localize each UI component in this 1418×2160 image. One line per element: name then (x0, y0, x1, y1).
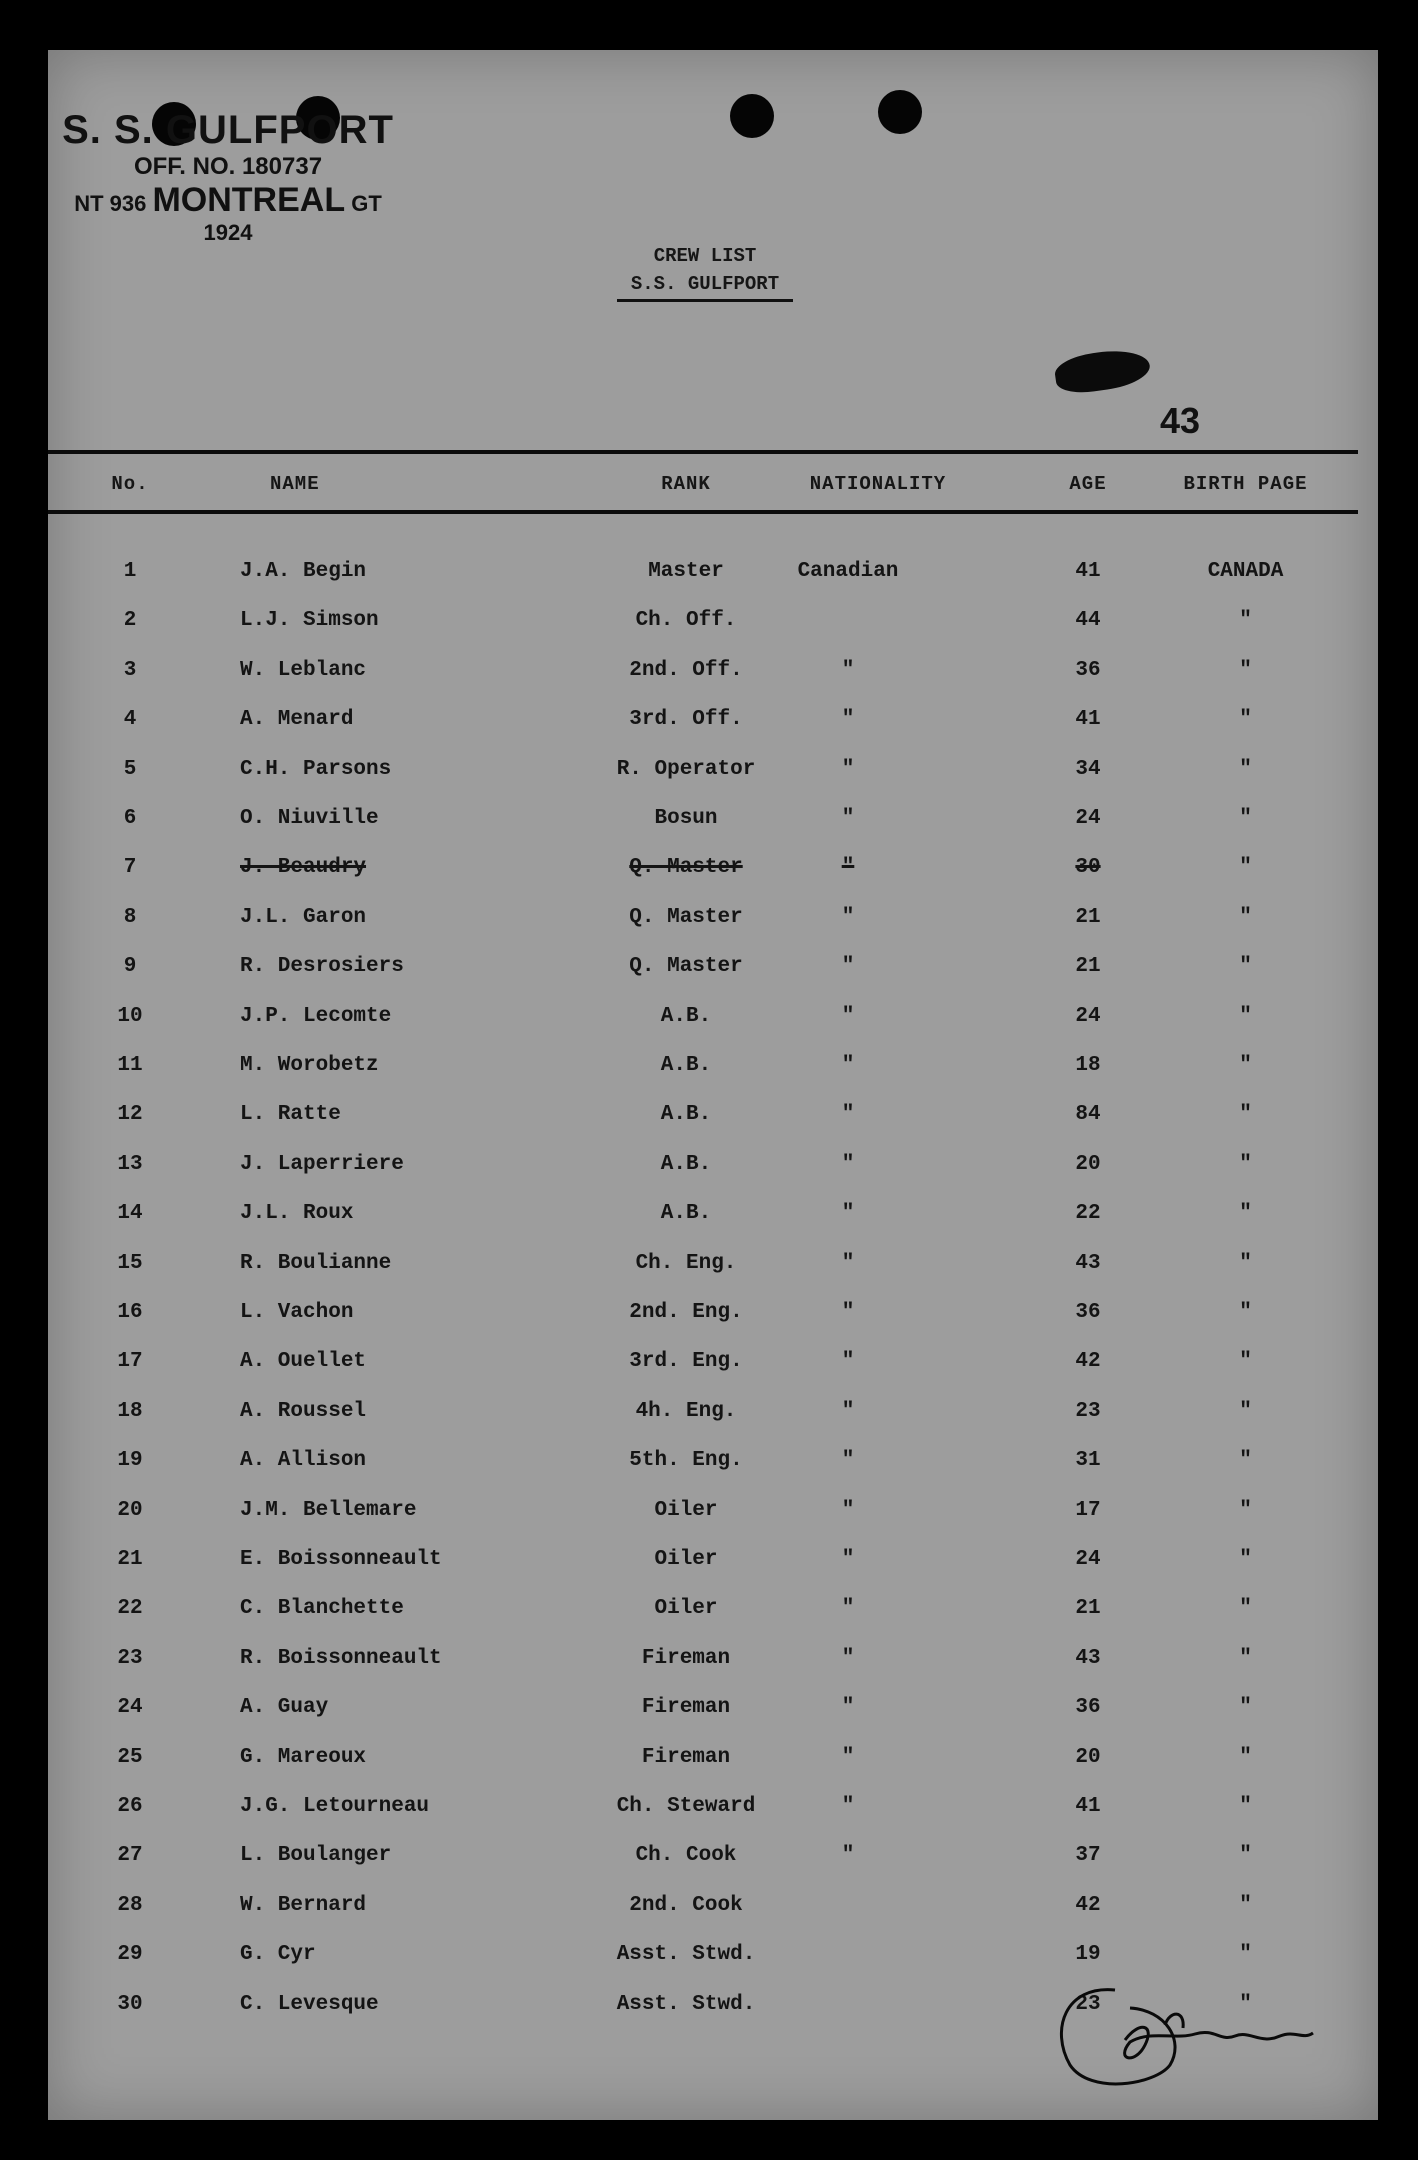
crew-rank: Fireman (641, 1696, 731, 1720)
table-row (48, 1001, 1358, 1035)
table-row (48, 1198, 1358, 1232)
crew-nationality: " (841, 1745, 855, 1769)
crew-rank: Q. Master (629, 955, 743, 979)
table-row (48, 754, 1358, 788)
crew-number: 7 (123, 856, 137, 880)
crew-name: A. Guay (240, 1696, 329, 1720)
table-row (48, 1050, 1358, 1084)
crew-age: 24 (1075, 1548, 1101, 1571)
crew-name: L. Vachon (240, 1301, 354, 1324)
crew-birth-place: " (1239, 1202, 1252, 1226)
table-row (48, 1939, 1358, 1973)
crew-number: 20 (117, 1498, 143, 1522)
crew-number: 28 (117, 1893, 143, 1917)
crew-number: 3 (123, 658, 137, 682)
crew-age: 37 (1075, 1844, 1101, 1868)
crew-rank: Ch. Eng. (635, 1251, 737, 1275)
crew-rank: R. Operator (616, 757, 756, 781)
crew-number: 26 (117, 1795, 143, 1818)
crew-age: 21 (1075, 1597, 1101, 1621)
crew-name: A. Ouellet (240, 1350, 367, 1374)
table-row (48, 1149, 1358, 1183)
crew-rank: Oiler (654, 1597, 718, 1621)
table-row (48, 1742, 1358, 1776)
crew-rank: Asst. Stwd. (616, 1943, 756, 1967)
crew-number: 24 (117, 1696, 143, 1720)
crew-birth-place: " (1239, 807, 1252, 830)
crew-number: 4 (123, 708, 137, 732)
crew-number: 13 (117, 1152, 143, 1176)
document-title: CREW LIST (653, 245, 757, 267)
table-row (48, 1099, 1358, 1133)
header-birth-place: BIRTH PAGE (1183, 473, 1308, 495)
crew-age: 23 (1075, 1992, 1101, 2016)
crew-birth-place: " (1239, 1992, 1252, 2016)
crew-name: M. Worobetz (240, 1054, 379, 1077)
crew-rank: 2nd. Off. (629, 658, 743, 682)
crew-rank: Bosun (654, 807, 718, 830)
crew-age: 20 (1075, 1745, 1101, 1769)
crew-name: E. Boissonneault (240, 1548, 442, 1571)
crew-birth-place: " (1239, 1498, 1252, 1522)
crew-nationality: " (841, 1004, 855, 1028)
table-row (48, 1297, 1358, 1331)
crew-birth-place: " (1239, 905, 1252, 929)
crew-birth-place: " (1239, 757, 1252, 781)
crew-name: O. Niuville (240, 807, 379, 830)
crew-birth-place: " (1239, 1251, 1252, 1275)
crew-nationality: " (841, 1844, 855, 1868)
stamp-official-number: OFF. NO. 180737 (133, 153, 323, 180)
stamp-nt: NT 936 (74, 191, 147, 216)
crew-age: 34 (1075, 757, 1101, 781)
crew-birth-place: " (1239, 1696, 1252, 1720)
page-number: 43 (1160, 400, 1201, 441)
crew-age: 23 (1075, 1399, 1101, 1423)
crew-birth-place: " (1239, 1449, 1252, 1473)
crew-rank: 2nd. Cook (629, 1893, 743, 1917)
crew-number: 12 (117, 1103, 143, 1127)
crew-name: A. Menard (240, 708, 354, 732)
crew-age: 36 (1075, 658, 1101, 682)
crew-number: 15 (117, 1251, 143, 1275)
crew-name: W. Leblanc (240, 658, 367, 682)
crew-nationality: " (841, 1301, 855, 1324)
crew-nationality: " (841, 905, 855, 929)
table-row (48, 1544, 1358, 1578)
crew-age: 42 (1075, 1350, 1101, 1374)
table-row (48, 1495, 1358, 1529)
header-top-rule (48, 450, 1358, 454)
crew-name: J.P. Lecomte (240, 1004, 392, 1028)
crew-number: 17 (117, 1350, 143, 1374)
crew-rank: Fireman (641, 1745, 731, 1769)
table-row (48, 951, 1358, 985)
table-row (48, 1890, 1358, 1924)
crew-birth-place: " (1239, 1795, 1252, 1818)
table-row (48, 655, 1358, 689)
table-row (48, 704, 1358, 738)
table-header (48, 465, 1358, 505)
crew-age: 24 (1075, 1004, 1101, 1028)
crew-number: 22 (117, 1597, 143, 1621)
stamp-port: MONTREAL (152, 181, 346, 219)
crew-birth-place: " (1239, 1399, 1252, 1423)
crew-name: W. Bernard (240, 1893, 367, 1917)
crew-rank: Ch. Off. (635, 609, 737, 633)
crew-nationality: " (841, 1202, 855, 1226)
crew-name: C. Levesque (240, 1992, 379, 2016)
crew-rank: Master (648, 560, 724, 583)
crew-birth-place: " (1239, 1943, 1252, 1967)
crew-age: 41 (1075, 560, 1101, 583)
punch-hole (730, 94, 774, 138)
crew-nationality: " (841, 1399, 855, 1423)
header-nationality: NATIONALITY (809, 473, 947, 495)
table-row (48, 1396, 1358, 1430)
signature (1045, 1970, 1335, 2100)
crew-rank: A.B. (660, 1202, 712, 1226)
crew-name: L.J. Simson (240, 609, 379, 633)
crew-birth-place: " (1239, 1844, 1252, 1868)
ship-stamp (58, 108, 398, 246)
crew-name: A. Roussel (240, 1399, 367, 1423)
crew-age: 24 (1075, 807, 1101, 830)
crew-age: 44 (1075, 609, 1101, 633)
crew-nationality: " (841, 856, 855, 880)
crew-birth-place: " (1239, 955, 1252, 979)
table-row (48, 1791, 1358, 1825)
crew-birth-place: " (1239, 609, 1252, 633)
punch-hole (878, 90, 922, 134)
crew-birth-place: " (1239, 658, 1252, 682)
crew-rank: Oiler (654, 1548, 718, 1571)
crew-birth-place: " (1239, 1103, 1252, 1127)
crew-name: A. Allison (240, 1449, 367, 1473)
crew-rank: Oiler (654, 1498, 718, 1522)
crew-birth-place: " (1239, 1893, 1252, 1917)
crew-rank: 3rd. Eng. (629, 1350, 743, 1374)
crew-age: 20 (1075, 1152, 1101, 1176)
crew-nationality: " (841, 1251, 855, 1275)
crew-age: 36 (1075, 1696, 1101, 1720)
crew-age: 41 (1075, 708, 1101, 732)
crew-name: G. Cyr (240, 1943, 316, 1967)
crew-number: 23 (117, 1646, 143, 1670)
crew-rank: 5th. Eng. (629, 1449, 743, 1473)
crew-name: J.L. Garon (240, 905, 367, 929)
crew-name: J. Beaudry (240, 856, 367, 880)
crew-rank: Ch. Steward (616, 1795, 756, 1818)
crew-nationality: " (841, 658, 855, 682)
crew-rank: Q. Master (629, 905, 743, 929)
crew-nationality: " (841, 1646, 855, 1670)
crew-birth-place: " (1239, 708, 1252, 732)
header-bottom-rule (48, 510, 1358, 514)
crew-number: 16 (117, 1301, 143, 1324)
crew-birth-place: CANADA (1207, 560, 1284, 583)
table-row (48, 1346, 1358, 1380)
crew-number: 25 (117, 1745, 143, 1769)
table-row (48, 902, 1358, 936)
crew-birth-place: " (1239, 1004, 1252, 1028)
crew-birth-place: " (1239, 856, 1252, 880)
crew-age: 30 (1075, 856, 1101, 880)
crew-birth-place: " (1239, 1054, 1252, 1077)
crew-number: 19 (117, 1449, 143, 1473)
crew-name: L. Ratte (240, 1103, 341, 1127)
crew-rank: Q. Master (629, 856, 743, 880)
crew-nationality: " (841, 1795, 855, 1818)
crew-name: C.H. Parsons (240, 757, 392, 781)
crew-birth-place: " (1239, 1597, 1252, 1621)
stamp-ship-name: S. S. GULFPORT (62, 108, 394, 152)
crew-birth-place: " (1239, 1301, 1252, 1324)
crew-nationality: " (841, 1597, 855, 1621)
crew-rank: A.B. (660, 1152, 712, 1176)
crew-age: 84 (1075, 1103, 1101, 1127)
crew-name: J.G. Letourneau (240, 1795, 430, 1818)
crew-number: 21 (117, 1548, 143, 1571)
table-row (48, 1248, 1358, 1282)
crew-age: 42 (1075, 1893, 1101, 1917)
crew-number: 6 (123, 807, 137, 830)
crew-nationality: " (841, 1103, 855, 1127)
crew-nationality: " (841, 1350, 855, 1374)
crew-number: 5 (123, 757, 137, 781)
crew-name: C. Blanchette (240, 1597, 404, 1621)
crew-age: 43 (1075, 1251, 1101, 1275)
crew-number: 9 (123, 955, 137, 979)
table-row (48, 556, 1358, 590)
header-no: No. (111, 473, 149, 495)
crew-nationality: Canadian (797, 560, 899, 583)
table-row (48, 803, 1358, 837)
crew-rank: Fireman (641, 1646, 731, 1670)
crew-rank: A.B. (660, 1103, 712, 1127)
crew-age: 43 (1075, 1646, 1101, 1670)
header-rank: RANK (661, 473, 711, 495)
crew-name: J.L. Roux (240, 1202, 354, 1226)
crew-number: 27 (117, 1844, 143, 1868)
stamp-tonnage-port (58, 181, 398, 246)
stamp-gt: GT 1924 (203, 191, 382, 245)
crew-name: G. Mareoux (240, 1745, 367, 1769)
crew-birth-place: " (1239, 1548, 1252, 1571)
crew-age: 22 (1075, 1202, 1101, 1226)
header-age: AGE (1069, 473, 1107, 495)
crew-rank: Ch. Cook (635, 1844, 737, 1868)
crew-number: 18 (117, 1399, 143, 1423)
table-row (48, 1643, 1358, 1677)
crew-age: 41 (1075, 1795, 1101, 1818)
crew-nationality: " (841, 1498, 855, 1522)
crew-number: 11 (117, 1054, 143, 1077)
crew-nationality: " (841, 807, 855, 830)
crew-number: 30 (117, 1992, 143, 2016)
crew-name: R. Desrosiers (240, 955, 404, 979)
crew-nationality: " (841, 757, 855, 781)
document-subtitle: S.S. GULFPORT (617, 273, 793, 302)
crew-number: 1 (123, 560, 137, 583)
crew-nationality: " (841, 1696, 855, 1720)
document-title-block (560, 245, 850, 302)
crew-age: 19 (1075, 1943, 1101, 1967)
crew-birth-place: " (1239, 1646, 1252, 1670)
crew-name: R. Boissonneault (240, 1646, 442, 1670)
crew-number: 8 (123, 905, 137, 929)
crew-age: 18 (1075, 1054, 1101, 1077)
crew-nationality: " (841, 1152, 855, 1176)
crew-birth-place: " (1239, 1350, 1252, 1374)
crew-nationality: " (841, 1054, 855, 1077)
crew-name: L. Boulanger (240, 1844, 392, 1868)
crew-nationality: " (841, 1449, 855, 1473)
crew-rank: 2nd. Eng. (629, 1301, 743, 1324)
crew-nationality: " (841, 955, 855, 979)
header-name: NAME (270, 473, 320, 495)
crew-name: J.M. Bellemare (240, 1498, 417, 1522)
table-row (48, 1840, 1358, 1874)
table-row (48, 1445, 1358, 1479)
crew-number: 14 (117, 1202, 143, 1226)
crew-name: J. Laperriere (240, 1152, 404, 1176)
table-row (48, 1692, 1358, 1726)
table-row (48, 605, 1358, 639)
crew-number: 2 (123, 609, 137, 633)
crew-name: J.A. Begin (240, 560, 367, 583)
crew-rank: A.B. (660, 1054, 712, 1077)
crew-age: 17 (1075, 1498, 1101, 1522)
crew-nationality: " (841, 1548, 855, 1571)
crew-age: 21 (1075, 905, 1101, 929)
crew-number: 10 (117, 1004, 143, 1028)
crew-rank: 4h. Eng. (635, 1399, 737, 1423)
crew-age: 21 (1075, 955, 1101, 979)
crew-rank: 3rd. Off. (629, 708, 743, 732)
crew-name: R. Boulianne (240, 1251, 392, 1275)
crew-birth-place: " (1239, 1152, 1252, 1176)
table-row (48, 1593, 1358, 1627)
crew-number: 29 (117, 1943, 143, 1967)
crew-rank: Asst. Stwd. (616, 1992, 756, 2016)
crew-age: 31 (1075, 1449, 1101, 1473)
crew-birth-place: " (1239, 1745, 1252, 1769)
crew-age: 36 (1075, 1301, 1101, 1324)
crew-rank: A.B. (660, 1004, 712, 1028)
crew-nationality: " (841, 708, 855, 732)
table-row (48, 852, 1358, 886)
